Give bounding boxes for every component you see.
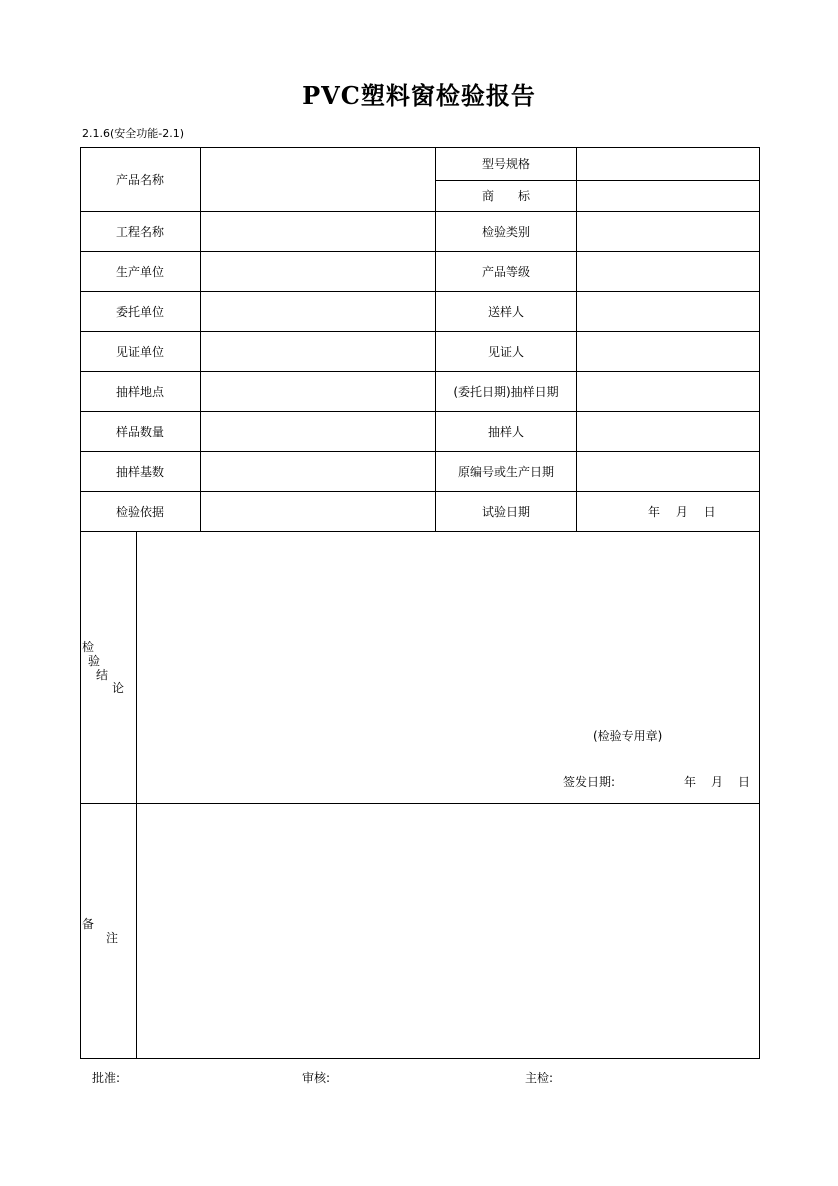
row-divider — [80, 531, 760, 532]
col-divider — [576, 147, 577, 531]
conclusion-label-char: 结 — [96, 668, 109, 682]
report-title: PVC塑料窗检验报告 — [302, 81, 536, 110]
test-date-value: 年 月 日 — [648, 504, 716, 519]
conclusion-label-char: 论 — [112, 681, 125, 695]
conclusion-label-char: 验 — [88, 654, 101, 668]
inspection-stamp-label: (检验专用章) — [593, 729, 663, 743]
chief-inspector-label: 主检: — [525, 1071, 554, 1085]
col-divider — [136, 531, 137, 1059]
col-divider — [200, 147, 201, 531]
issue-day: 日 — [738, 775, 751, 789]
label-sampling-base: 抽样基数 — [115, 464, 164, 479]
label-inspection-type: 检验类别 — [481, 224, 530, 239]
label-product-name: 产品名称 — [115, 172, 164, 187]
remarks-label-char: 注 — [106, 931, 119, 945]
issue-year: 年 — [684, 775, 697, 789]
label-sampler: 抽样人 — [487, 424, 524, 439]
label-original-no: 原编号或生产日期 — [457, 464, 554, 479]
label-sender: 送样人 — [487, 304, 524, 319]
row-divider — [80, 803, 760, 804]
label-manufacturer: 生产单位 — [115, 264, 164, 279]
issue-date-label: 签发日期: — [563, 775, 616, 789]
review-label: 审核: — [302, 1071, 331, 1085]
remarks-label-char: 备 — [82, 917, 95, 931]
label-test-date: 试验日期 — [481, 504, 530, 519]
label-client: 委托单位 — [115, 304, 164, 319]
label-project-name: 工程名称 — [115, 224, 164, 239]
form-code: 2.1.6(安全功能-2.1) — [82, 127, 185, 140]
conclusion-label-char: 检 — [82, 640, 95, 654]
approve-label: 批准: — [92, 1071, 121, 1085]
label-witness-unit: 见证单位 — [115, 344, 164, 359]
label-sampling-date: (委托日期)抽样日期 — [453, 384, 559, 399]
label-trademark: 商 标 — [481, 189, 530, 203]
label-model-spec: 型号规格 — [481, 157, 530, 171]
label-inspection-basis: 检验依据 — [115, 504, 164, 519]
label-witness: 见证人 — [487, 344, 524, 359]
label-sampling-place: 抽样地点 — [115, 384, 164, 399]
issue-month: 月 — [711, 775, 724, 789]
label-sample-quantity: 样品数量 — [115, 424, 164, 439]
label-product-grade: 产品等级 — [481, 264, 530, 279]
